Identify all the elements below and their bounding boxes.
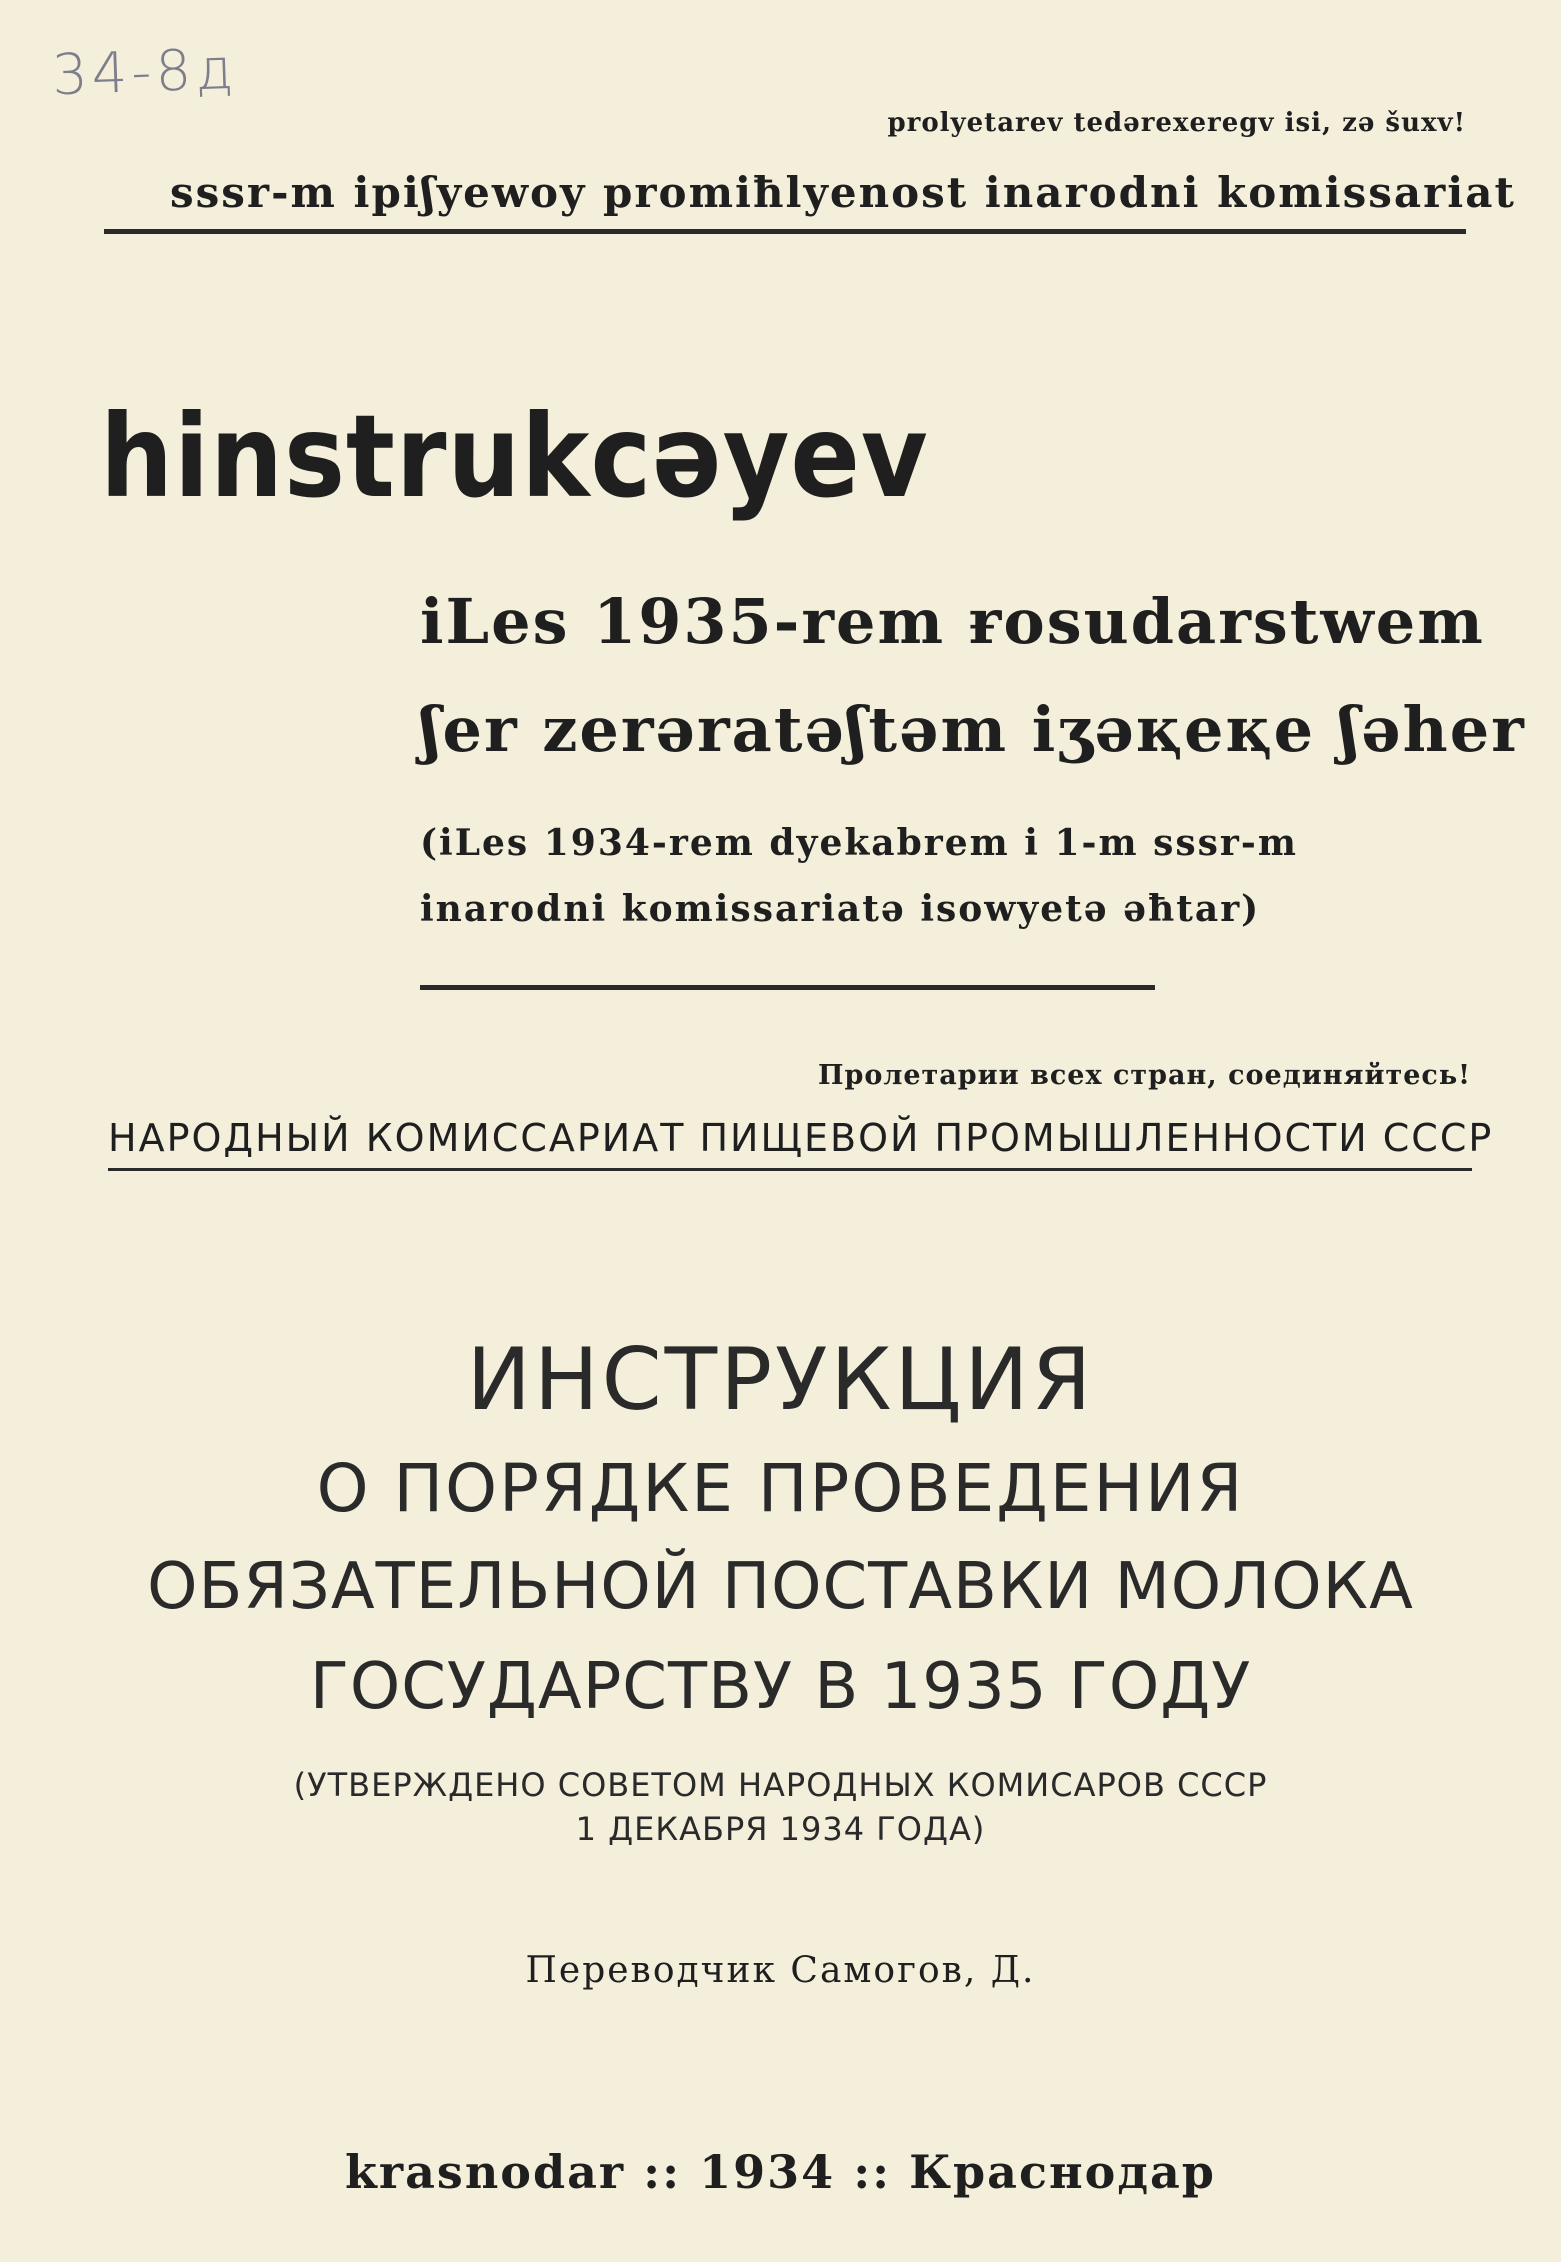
latin-title: hinstrukcəyev [100, 390, 929, 523]
divider-top [104, 229, 1466, 234]
divider-middle [420, 985, 1155, 990]
latin-note-line: inarodni komissariatə isowyetə əħtar) [420, 888, 1261, 930]
latin-subtitle-line: iLes 1935-rem ɍosudarstwem [420, 585, 1485, 658]
russian-title: ИНСТРУКЦИЯ [466, 1330, 1095, 1430]
latin-subtitle-line: ʃer zerəratəʃtəm iʒəқeқe ʃəher [420, 693, 1526, 766]
latin-organization: sssr-m ipiʃyewoy promiħlyenost inarodni komissariat [170, 168, 1516, 217]
russian-subtitle-line: ГОСУДАРСТВУ В 1935 ГОДУ [309, 1650, 1252, 1724]
latin-note-line: (iLes 1934-rem dyekabrem i 1-m sssr-m [420, 822, 1298, 864]
handwritten-mark: 34-8д [50, 36, 239, 109]
russian-note-line: (УТВЕРЖДЕНО СОВЕТОМ НАРОДНЫХ КОМИСАРОВ СССР [293, 1766, 1268, 1804]
latin-slogan: prolyetarev tedərexeregv isi, zə šuxv! [887, 108, 1466, 138]
russian-subtitle-line: ОБЯЗАТЕЛЬНОЙ ПОСТАВКИ МОЛОКА [147, 1550, 1414, 1624]
imprint-footer: krasnodar :: 1934 :: Краснодар [345, 2145, 1216, 2199]
russian-slogan: Пролетарии всех стран, соединяйтесь! [817, 1060, 1471, 1091]
russian-subtitle-line: О ПОРЯДКЕ ПРОВЕДЕНИЯ [316, 1450, 1245, 1527]
russian-note-line: 1 ДЕКАБРЯ 1934 ГОДА) [575, 1810, 986, 1848]
translator-credit: Переводчик Самогов, Д. [525, 1950, 1036, 1991]
divider-russian [108, 1168, 1472, 1171]
russian-organization: НАРОДНЫЙ КОМИССАРИАТ ПИЩЕВОЙ ПРОМЫШЛЕННОСТИ СССР [108, 1116, 1494, 1160]
